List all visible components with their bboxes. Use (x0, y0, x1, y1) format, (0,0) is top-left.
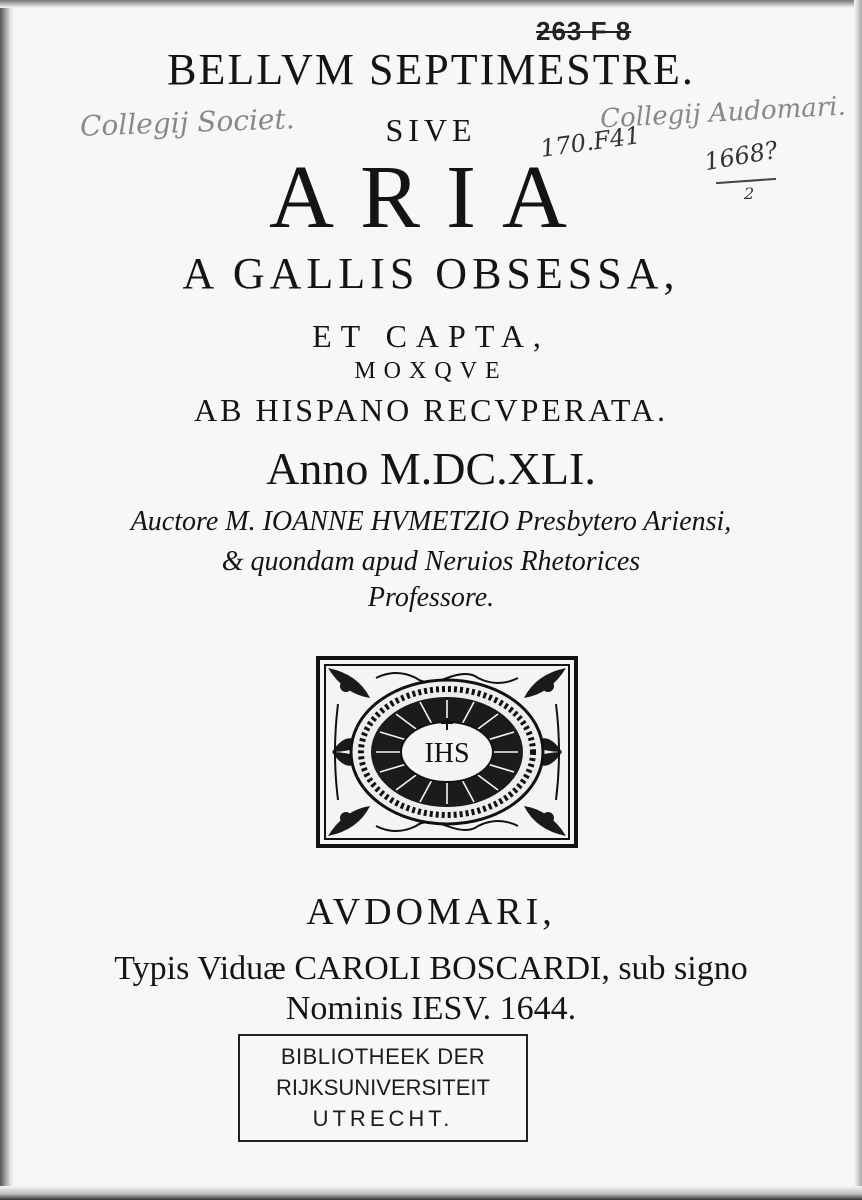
library-stamp (238, 1034, 528, 1142)
page-top-edge (0, 0, 862, 8)
title-line-3: ARIA (269, 148, 593, 247)
imprint-line-1: Typis Viduæ CAROLI BOSCARDI, sub signo (114, 950, 748, 987)
title-line-2: SIVE (385, 112, 477, 148)
title-line-7: AB HISPANO RECVPERATA. (194, 392, 668, 428)
title-line-1: BELLVM SEPTIMESTRE. (167, 45, 695, 94)
shelfmark: 263 F 8 (536, 16, 632, 46)
handwritten-note-right: Collegij Audomari. (599, 91, 847, 135)
ihs-printers-device (316, 656, 578, 848)
handwritten-year: 1668? (702, 135, 780, 177)
imprint-city: AVDOMARI, (306, 891, 556, 933)
library-stamp-line-3: UTRECHT. (312, 1106, 454, 1131)
author-line-1: Auctore M. IOANNE HVMETZIO Presbytero Ariensi, (130, 506, 732, 537)
library-stamp-line-1: BIBLIOTHEEK DER (280, 1044, 486, 1069)
title-line-5: ET CAPTA, (312, 318, 550, 354)
page-bottom-edge (0, 1186, 862, 1200)
title-line-8: Anno M.DC.XLI. (266, 443, 596, 494)
handwritten-number: 170.F41 (538, 121, 643, 163)
author-line-2: & quondam apud Neruios Rhetorices (221, 546, 641, 577)
library-stamp-line-2: RIJKSUNIVERSITEIT (276, 1075, 490, 1100)
handwritten-small-mark: 2 (744, 184, 755, 203)
ihs-monogram: IHS (424, 738, 470, 769)
title-line-4: A GALLIS OBSESSA, (182, 249, 680, 298)
title-line-6: MOXQVE (354, 358, 508, 384)
imprint-line-2: Nominis IESV. 1644. (285, 990, 577, 1027)
author-line-3: Professore. (367, 582, 495, 613)
handwritten-note-left: Collegij Societ. (79, 102, 296, 143)
